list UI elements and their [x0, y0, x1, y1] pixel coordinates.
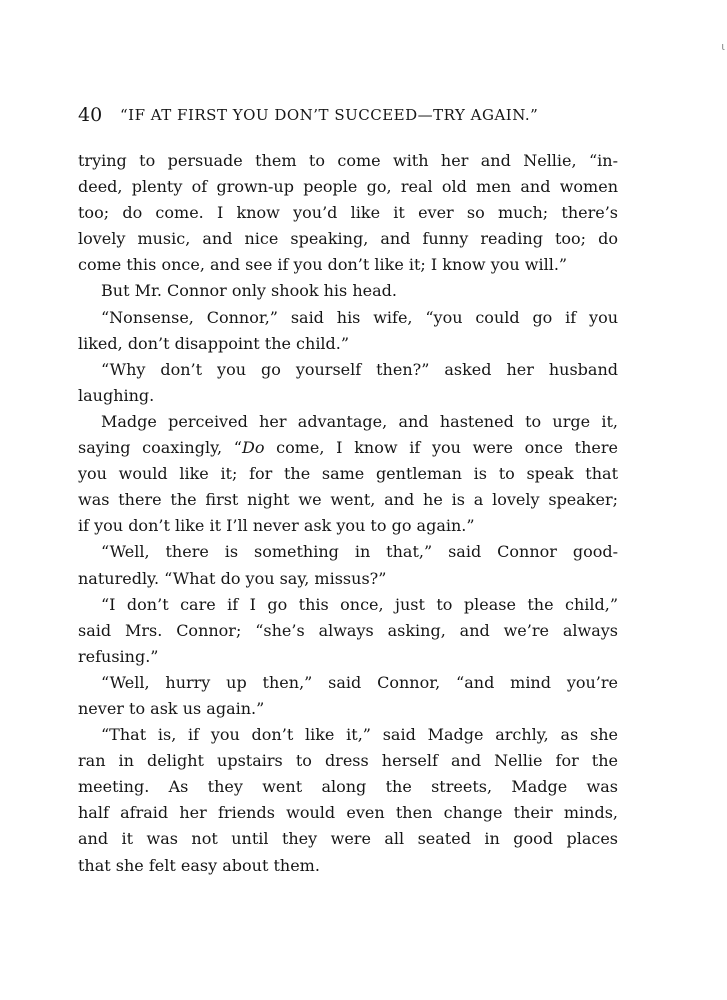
text-line: and it was not until they were all seated in good places — [78, 829, 618, 849]
text-line: “That is, if you don’t like it,” said Madge archly, as she — [101, 725, 618, 745]
text-line: too; do come. I know you’d like it ever so much; there’s — [78, 203, 618, 223]
text-line: “Nonsense, Connor,” said his wife, “you could go if you — [101, 307, 618, 327]
text-line: But Mr. Connor only shook his head. — [101, 281, 397, 301]
text-line: “I don’t care if I go this once, just to please the child,” — [101, 594, 618, 614]
text-line: you would like it; for the same gentleman is to speak that — [78, 464, 618, 484]
text-line: “Why don’t you go yourself then?” asked her husband — [101, 359, 618, 379]
text-line: Madge perceived her advantage, and hastened to urge it, — [101, 411, 618, 431]
text-line: laughing. — [78, 385, 155, 405]
text-line: liked, don’t disappoint the child.” — [78, 333, 350, 353]
page-number: 40 — [78, 104, 103, 126]
text-line: trying to persuade them to come with her and Nellie, “in- — [78, 151, 618, 170]
text-line: said Mrs. Connor; “she’s always asking, and we’re always — [78, 620, 618, 640]
text-line: deed, plenty of grown-up people go, real old men and women — [78, 177, 618, 197]
text-line: ran in delight upstairs to dress herself and Nellie for the — [78, 751, 618, 771]
text-line: meeting. As they went along the streets, Madge was — [78, 777, 618, 797]
text-line: that she felt easy about them. — [78, 855, 320, 875]
text-line: naturedly. “What do you say, missus?” — [78, 568, 387, 588]
text-line: was there the first night we went, and he is a lovely speaker; — [78, 490, 618, 510]
text-line: “Well, hurry up then,” said Connor, “and mind you’re — [101, 672, 618, 692]
running-title: “IF AT FIRST YOU DON’T SUCCEED—TRY AGAIN.” — [120, 106, 539, 124]
text-line: “Well, there is something in that,” said Connor good- — [101, 542, 618, 562]
text-line: lovely music, and nice speaking, and funny reading too; do — [78, 229, 618, 249]
text-line: half afraid her friends would even then change their minds, — [78, 803, 618, 823]
text-line: if you don’t like it I’ll never ask you to go again.” — [78, 516, 475, 536]
running-header — [78, 102, 638, 132]
text-line: come this once, and see if you don’t like it; I know you will.” — [78, 255, 568, 275]
emphasis: Do — [241, 438, 265, 458]
text-line: saying coaxingly, “Do come, I know if you were once there — [78, 438, 619, 458]
text-line: never to ask us again.” — [78, 698, 265, 718]
scan-edge-mark-icon: ɩ — [721, 40, 725, 53]
body-text — [78, 148, 618, 879]
text-line: refusing.” — [78, 646, 159, 666]
